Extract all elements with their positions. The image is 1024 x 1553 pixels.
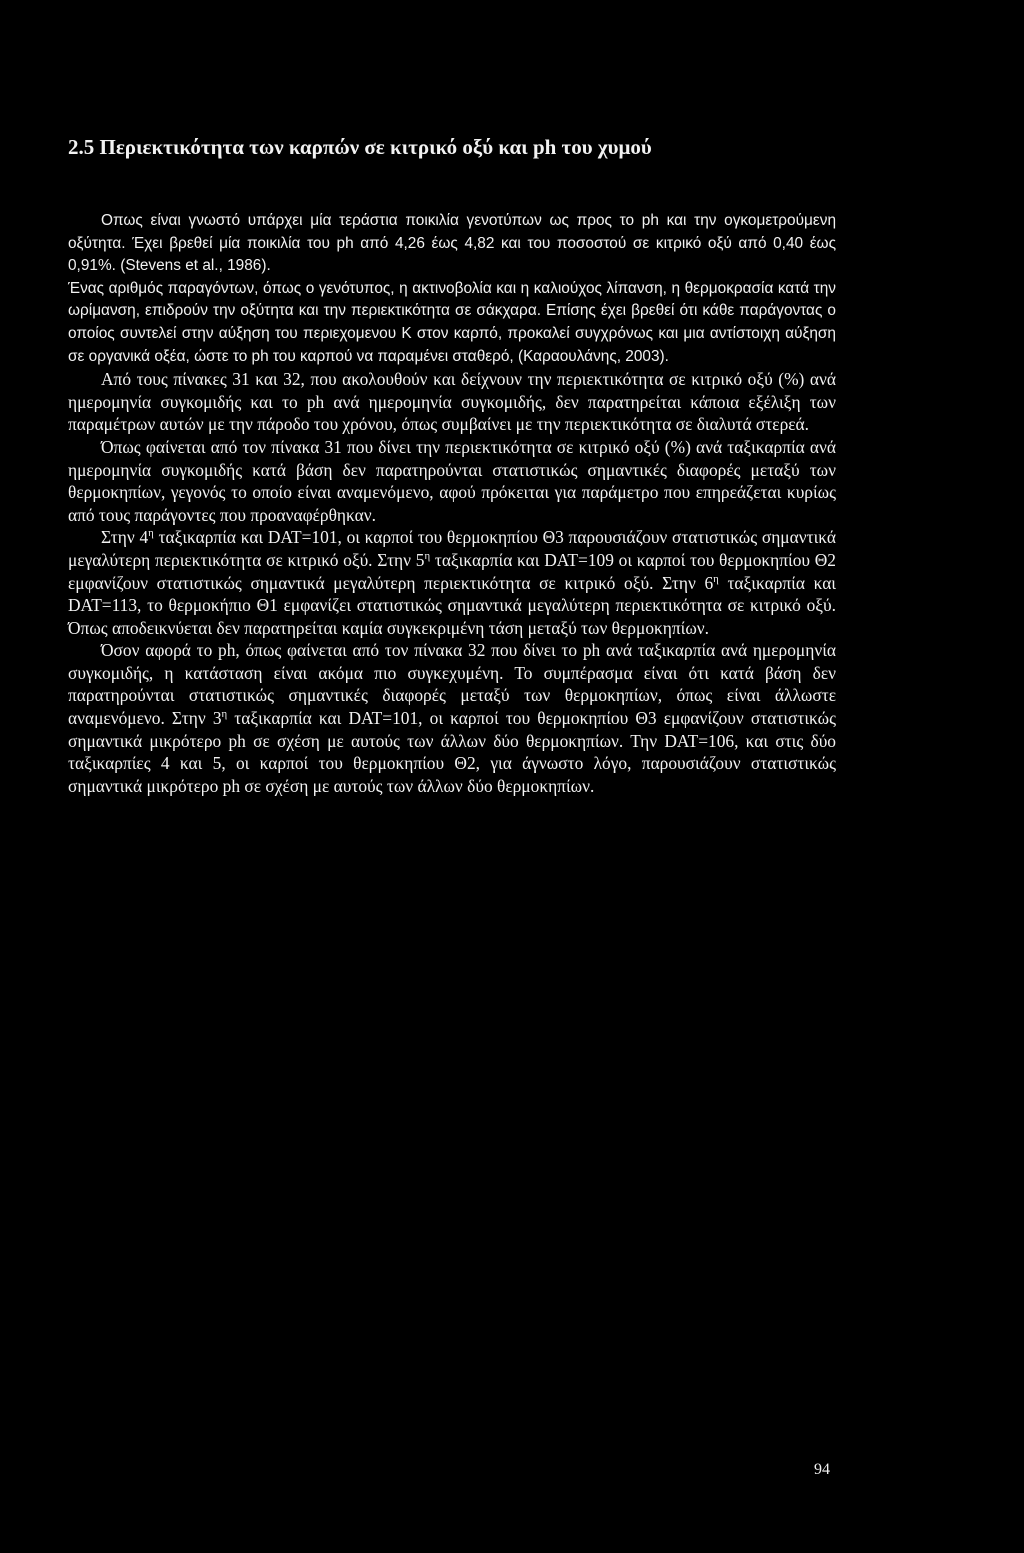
paragraph-factors: Ένας αριθμός παραγόντων, όπως ο γενότυπος, η ακτινοβολία και η καλιούχος λίπανση, η θερμοκρασία κατά την ωρίμανση, επιδρούν την οξύτητα και την περιεκτικότητα σε σάκχαρα. Επίσης έχει βρεθεί ότι κάθε παράγοντας ο οποίος συντελεί στην αύξηση του περιεχομενου Κ στον καρπό, προκαλεί συγχρόνως και μια αντίστοιχη αύξηση σε οργανικά οξέα, ώστε το ph του καρπού να παραμένει σταθερό, (Καραουλάνης, 2003).: [68, 279, 836, 365]
text-run: Στην 4: [101, 527, 149, 548]
page-number: 94: [814, 1461, 830, 1478]
text-run: ταξικαρπία και DAT=109 οι καρποί του θερμοκηπίου Θ2 εμφανίζουν στατιστικώς σημαντικά μεγαλύτερη περιεκτικότητα σε κιτρικό οξύ. Στην 6: [68, 549, 836, 593]
section-heading: 2.5 Περιεκτικότητα των καρπών σε κιτρικό οξύ και ph του χυμού: [68, 135, 652, 159]
paragraph-ph-results: [68, 639, 836, 797]
paragraph-intro: Οπως είναι γνωστό υπάρχει μία τεράστια ποικιλία γενοτύπων ως προς το ph και την ογκομετρούμενη οξύτητα. Έχει βρεθεί μία ποικιλία του ph από 4,26 έως 4,82 και του ποσοστού σε κιτρικό οξύ από 0,40 έως 0,91%. (Stevens et al., 1986).: [68, 212, 836, 275]
text-run: ταξικαρπία και DAT=101, οι καρποί του θερμοκηπίου Θ3 εμφανίζουν στατιστικώς σημαντικά μικρότερο ph σε σχέση με αυτούς των άλλων δύο θερμοκηπίων. Την DAT=106, και στις δύο ταξικαρπίες 4 και 5, οι καρποί του θερμοκηπίου Θ2, για άγνωστο λόγο, παρουσιάζουν στατιστικώς σημαντικά μικρότερο ph σε σχέση με αυτούς των άλλων δύο θερμοκηπίων.: [68, 708, 836, 796]
ordinal-superscript: η: [424, 550, 431, 563]
paragraph-citric-acid-results: [68, 526, 836, 639]
body-text: [68, 210, 836, 797]
paragraph-tables-overview: Από τους πίνακες 31 και 32, που ακολουθούν και δείχνουν την περιεκτικότητα σε κιτρικό οξύ (%) ανά ημερομηνία συγκομιδής και το ph ανά ημερομηνία συγκομιδής, δεν παρατηρείται κάποια εξέλιξη των παραμέτρων αυτών με την πάροδο του χρόνου, όπως συμβαίνει με την περιεκτικότητα σε διαλυτά στερεά.: [68, 369, 836, 435]
text-run: Όσον αφορά το ph, όπως φαίνεται από τον πίνακα 32 που δίνει το ph ανά ταξικαρπία ανά ημερομηνία συγκομιδής, η κατάσταση είναι ακόμα πιο συγκεχυμένη. Το συμπέρασμα είναι ότι κατά βάση δεν παρατηρούνται στατιστικώς σημαντικές διαφορές μεταξύ των θερμοκηπίων, όπως είναι άλλωστε αναμενόμενο. Στην 3: [68, 640, 836, 729]
text-run: ταξικαρπία και DAT=113, το θερμοκήπιο Θ1 εμφανίζει στατιστικώς σημαντικά μεγαλύτερη περιεκτικότητα σε κιτρικό οξύ. Όπως αποδεικνύεται δεν παρατηρείται καμία συγκεκριμένη τάση μεταξύ των θερμοκηπίων.: [68, 572, 836, 638]
text-run: ταξικαρπία και DAT=101, οι καρποί του θερμοκηπίου Θ3 παρουσιάζουν στατιστικώς σημαντικά μεγαλύτερη περιεκτικότητα σε κιτρικό οξύ. Στην 5: [68, 527, 836, 570]
paragraph-citric-acid-table: Όπως φαίνεται από τον πίνακα 31 που δίνει την περιεκτικότητα σε κιτρικό οξύ (%) ανά ταξικαρπία ανά ημερομηνία συγκομιδής κατά βάση δεν παρατηρούνται στατιστικώς σημαντικές διαφορές μεταξύ των θερμοκηπίων, γεγονός το οποίο είναι αναμενόμενο, αφού πρόκειται για παράμετρο που επηρεάζεται κυρίως από τους παράγοντες που προαναφέρθηκαν.: [68, 436, 836, 525]
ordinal-superscript: η: [148, 527, 154, 540]
ordinal-superscript: η: [713, 572, 719, 585]
ordinal-superscript: η: [221, 708, 228, 721]
